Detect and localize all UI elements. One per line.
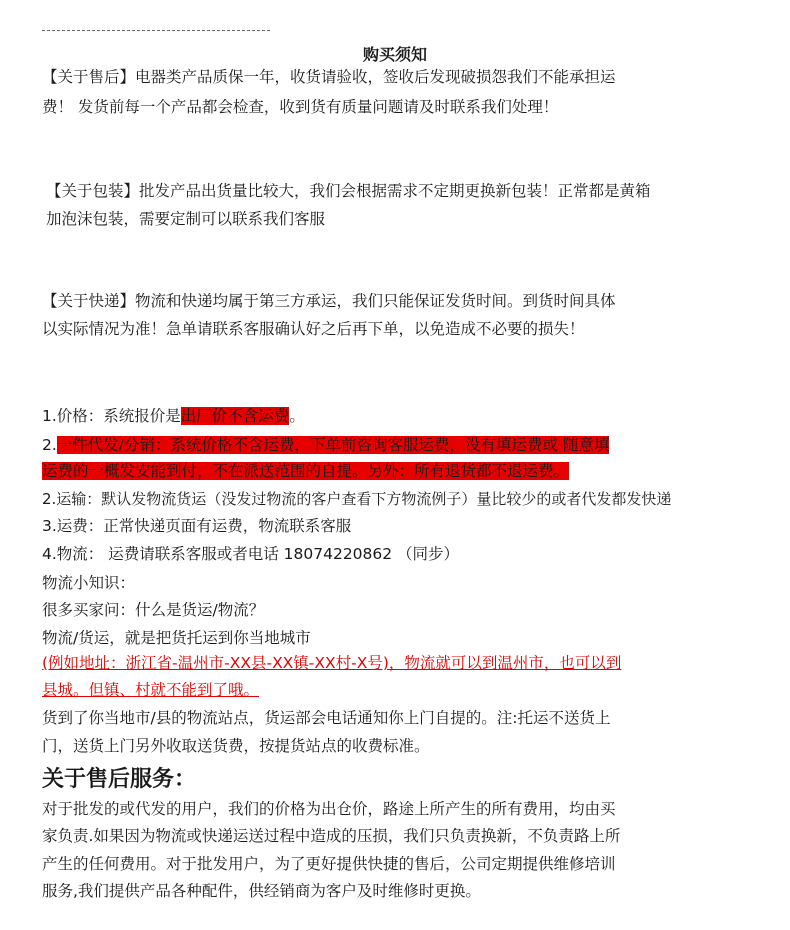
after-sales-line-2: 费！ 发货前每一个产品都会检查，收到货有质量问题请及时联系我们处理！ [42, 98, 559, 116]
shipping-item: 2.运输：默认发物流货运（没发过物流的客户查看下方物流例子）量比较少的或者代发都发快递 [42, 490, 672, 508]
logistics-item: 4.物流： 运费请联系客服或者电话 18074220862 （同步） [42, 545, 460, 563]
price-highlight: 出厂价不含运费 [180, 407, 290, 425]
service-paragraph-line-2: 家负责.如果因为物流或快递运送过程中造成的压损，我们只负责换新，不负责路上所 [42, 827, 621, 845]
pickup-note-line-2: 门，送货上门另外收取送货费，按提货站点的收费标准。 [42, 737, 430, 755]
dropship-highlight-1: 一件代发/分销：系统价格不含运费，下单前咨询客服运费，没有填运费或 随意填 [56, 436, 610, 454]
dropship-line-1 [42, 434, 609, 456]
dropship-line-2 [42, 460, 569, 482]
dropship-number: 2. [42, 436, 57, 454]
top-divider [42, 30, 270, 31]
packaging-line-1: 【关于包装】批发产品出货量比较大，我们会根据需求不定期更换新包装！正常都是黄箱 [46, 182, 651, 200]
page-title: 购买须知 [362, 45, 427, 64]
freight-item: 3.运费：正常快递页面有运费，物流联系客服 [42, 517, 352, 535]
address-example-line-2: 县城。但镇、村就不能到了哦。 [42, 681, 260, 699]
logistics-question: 很多买家问：什么是货运/物流？ [42, 601, 265, 619]
address-example-line-1: (例如地址：浙江省-温州市-XX县-XX镇-XX村-X号)，物流就可以到温州市，也可以到 [42, 654, 622, 672]
service-paragraph-line-4: 服务,我们提供产品各种配件，供经销商为客户及时维修时更换。 [42, 882, 481, 900]
price-item [42, 405, 305, 427]
logistics-answer: 物流/货运，就是把货托运到你当地城市 [42, 629, 311, 647]
service-paragraph-line-3: 产生的任何费用。对于批发用户，为了更好提供快捷的售后，公司定期提供维修培训 [42, 855, 616, 873]
express-line-1: 【关于快递】物流和快递均属于第三方承运，我们只能保证发货时间。到货时间具体 [42, 292, 616, 310]
pickup-note-line-1: 货到了你当地市/县的物流站点，货运部会电话通知你上门自提的。注:托运不送货上 [42, 709, 611, 727]
after-sales-line-1: 【关于售后】电器类产品质保一年，收货请验收，签收后发现破损怨我们不能承担运 [42, 68, 616, 86]
service-paragraph-line-1: 对于批发的或代发的用户，我们的价格为出仓价，路途上所产生的所有费用，均由买 [42, 800, 616, 818]
price-item-prefix: 1.价格：系统报价是 [42, 407, 181, 425]
service-heading: 关于售后服务： [42, 767, 197, 792]
express-line-2: 以实际情况为准！急单请联系客服确认好之后再下单，以免造成不必要的损失！ [42, 320, 585, 338]
logistics-heading: 物流小知识： [42, 574, 136, 592]
packaging-line-2: 加泡沫包装，需要定制可以联系我们客服 [46, 210, 326, 228]
price-item-suffix: 。 [289, 407, 305, 425]
dropship-highlight-2: 运费的一概发安能到付，不在派送范围的自提。另外：所有退货都不退运费。 [42, 462, 570, 480]
